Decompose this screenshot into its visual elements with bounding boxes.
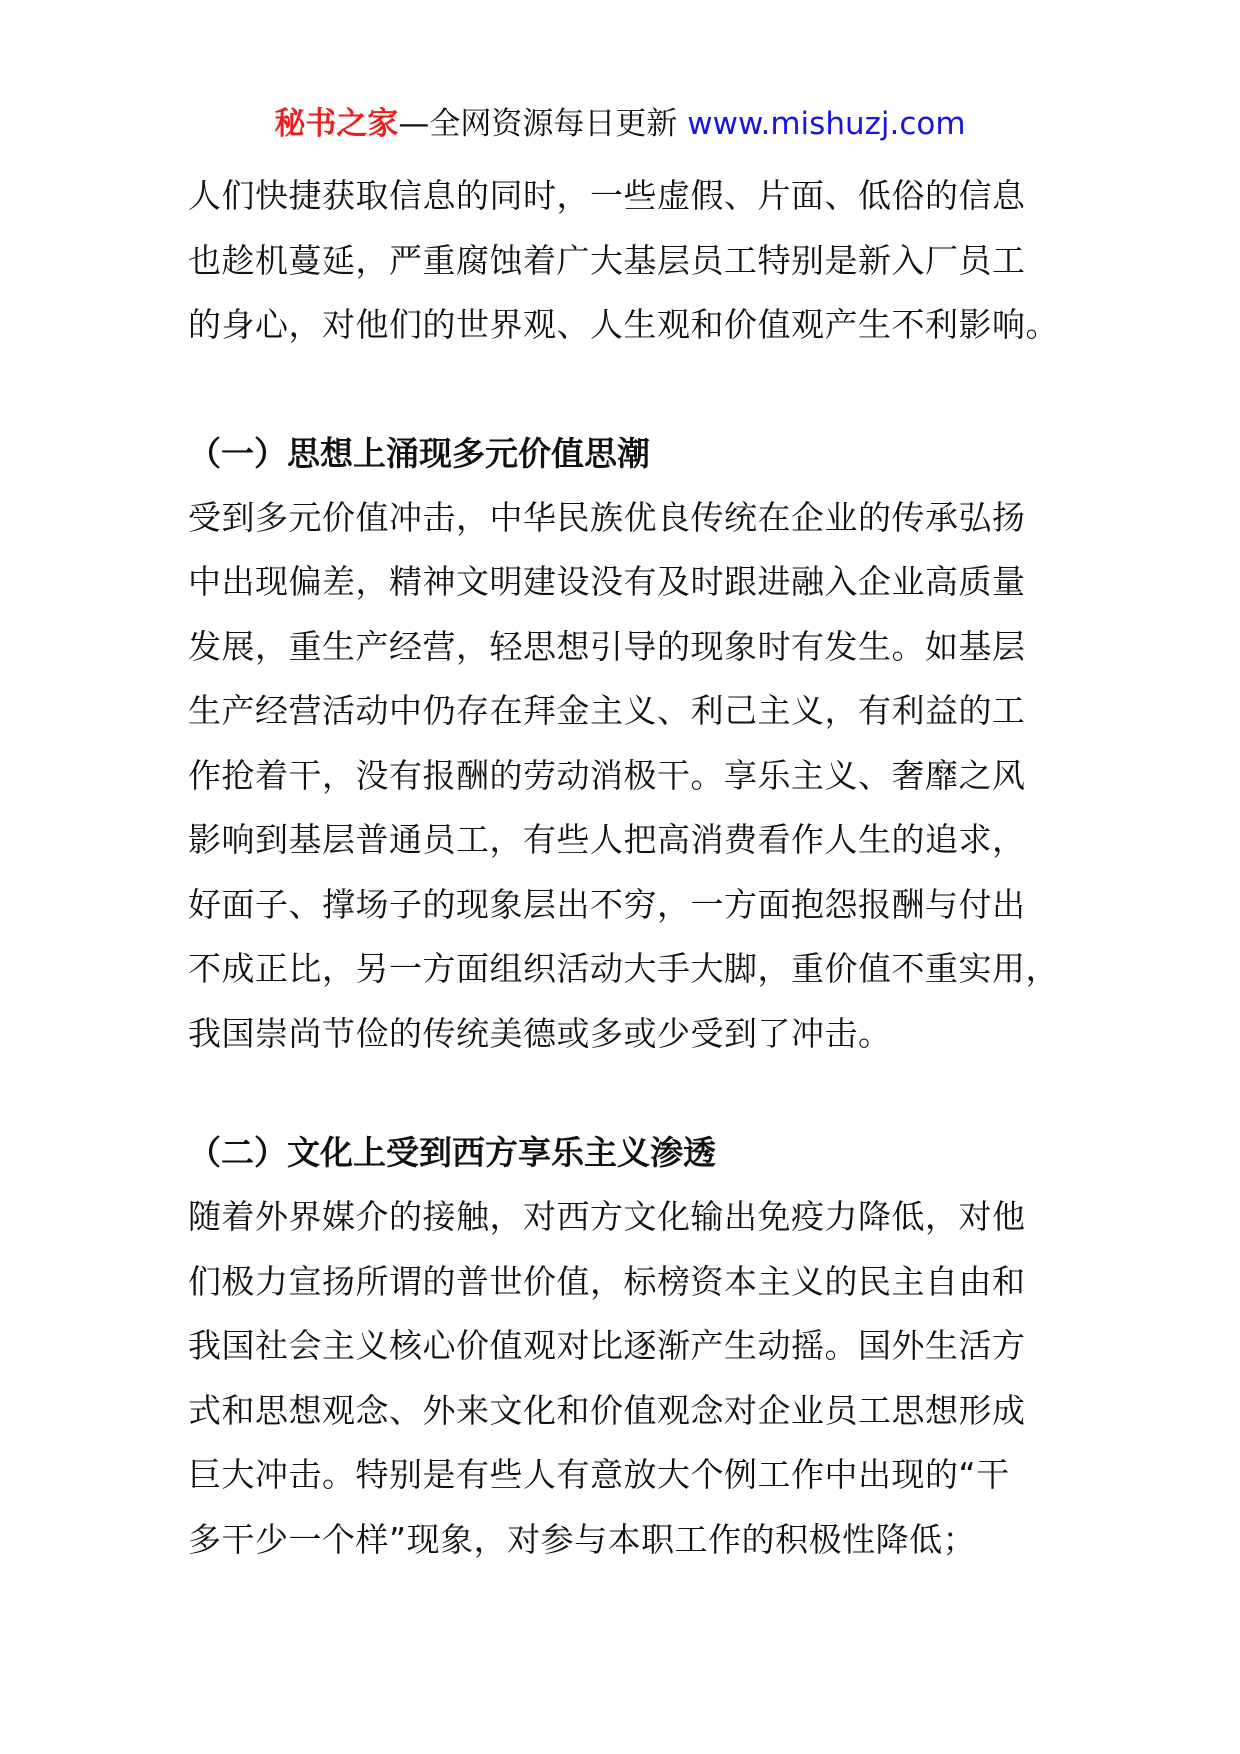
- paragraph-line: 我国社会主义核心价值观对比逐渐产生动摇。国外生活方: [188, 1326, 1026, 1365]
- brand-name: 秘书之家: [274, 106, 399, 142]
- paragraph-line: 也趁机蔓延，严重腐蚀着广大基层员工特别是新入厂员工: [188, 240, 1026, 280]
- header-tagline: —全网资源每日更新: [398, 106, 688, 142]
- paragraph-line: 式和思想观念、外来文化和价值观念对企业员工思想形成: [188, 1390, 1026, 1430]
- site-header: [0, 104, 1240, 144]
- paragraph-line: 发展，重生产经营，轻思想引导的现象时有发生。如基层: [188, 626, 1026, 666]
- paragraph-line: 受到多元价值冲击，中华民族优良传统在企业的传承弘扬: [188, 497, 1026, 537]
- document-body: [188, 164, 1068, 1572]
- paragraph-line: 不成正比，另一方面组织活动大手大脚，重价值不重实用，: [188, 949, 1059, 988]
- paragraph-line: 巨大冲击。特别是有些人有意放大个例工作中出现的“干: [188, 1455, 1010, 1494]
- paragraph-line: 好面子、撑场子的现象层出不穷，一方面抱怨报酬与付出: [188, 884, 1026, 924]
- paragraph-line: 们极力宣扬所谓的普世价值，标榜资本主义的民主自由和: [188, 1261, 1026, 1301]
- paragraph-line: 中出现偏差，精神文明建设没有及时跟进融入企业高质量: [188, 562, 1026, 601]
- paragraph-line: 随着外界媒介的接触，对西方文化输出免疫力降低，对他: [188, 1197, 1026, 1236]
- paragraph-line: 多干少一个样”现象，对参与本职工作的积极性降低；: [188, 1519, 977, 1559]
- paragraph-line: 我国崇尚节俭的传统美德或多或少受到了冲击。: [188, 1013, 892, 1053]
- paragraph-line: 的身心，对他们的世界观、人生观和价值观产生不利影响。: [188, 305, 1059, 344]
- site-url-link[interactable]: www.mishuzj.com: [687, 106, 966, 142]
- paragraph-line: 影响到基层普通员工，有些人把高消费看作人生的追求，: [188, 820, 1026, 859]
- paragraph-line: 生产经营活动中仍存在拜金主义、利己主义，有利益的工: [188, 691, 1026, 730]
- paragraph-line: 人们快捷获取信息的同时，一些虚假、片面、低俗的信息: [188, 176, 1026, 215]
- paragraph-line: 作抢着干，没有报酬的劳动消极干。享乐主义、奢靡之风: [188, 755, 1026, 795]
- section-heading: （二）文化上受到西方享乐主义渗透: [188, 1133, 716, 1172]
- section-heading: （一）思想上涌现多元价值思潮: [188, 433, 650, 473]
